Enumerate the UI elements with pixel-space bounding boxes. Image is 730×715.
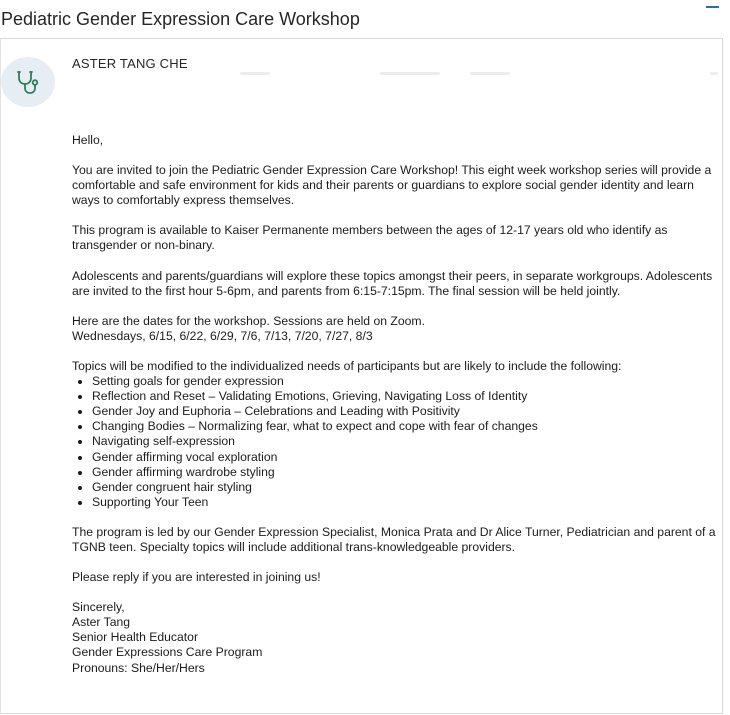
paragraph-schedule: Adolescents and parents/guardians will explore these topics amongst their peers, in separate workgroups. Adolescents are invited to the first hour 5-6pm, and parents from 6:15-7:15pm. The final session will be held jointly. [72,268,713,298]
list-item: • Supporting Your Teen [92,495,722,510]
topics-intro: Topics will be modified to the individualized needs of participants but are likely to include the following: [72,358,622,373]
recipients-redacted [240,72,720,78]
list-item: • Navigating self-expression [92,434,722,449]
stethoscope-icon [15,69,41,95]
minimize-icon[interactable] [706,0,720,10]
list-item: • Gender congruent hair styling [92,480,722,495]
email-subject: Pediatric Gender Expression Care Workshop [1,9,360,29]
list-item: • Gender affirming vocal exploration [92,450,722,465]
signature-program: Gender Expressions Care Program [72,645,263,660]
signature-pronouns: Pronouns: She/Her/Hers [72,660,205,675]
signature [72,600,722,675]
list-item: • Reflection and Reset – Validating Emotions, Grieving, Navigating Loss of Identity [92,389,722,404]
signature-title: Senior Health Educator [72,630,199,645]
email-header [0,0,722,39]
list-item: • Gender Joy and Euphoria – Celebrations and Leading with Positivity [92,404,722,419]
avatar[interactable] [1,57,55,107]
list-item: • Setting goals for gender expression [92,374,722,389]
signature-closing: Sincerely, [72,600,125,615]
paragraph-leaders: The program is led by our Gender Expression Specialist, Monica Prata and Dr Alice Turner, Pediatrician and parent of a TGNB teen. Specialty topics will include additional trans-knowledgeable providers. [72,524,716,554]
dates-intro: Here are the dates for the workshop. Sessions are held on Zoom. [72,313,425,328]
signature-name: Aster Tang [72,615,131,630]
greeting: Hello, [72,133,104,147]
dates-list: Wednesdays, 6/15, 6/22, 6/29, 7/6, 7/13, 7/20, 7/27, 8/3 [72,328,373,343]
paragraph-eligibility: This program is available to Kaiser Permanente members between the ages of 12-17 years old who identify as transgender or non-binary. [72,223,668,253]
paragraph-invite: You are invited to join the Pediatric Gender Expression Care Workshop! This eight week workshop series will provide a comfortable and safe environment for kids and their parents or guardians to explore social gender identity and learn ways to comfortably express themselves. [72,163,712,208]
email-body [72,133,722,676]
list-item: • Gender affirming wardrobe styling [92,465,722,480]
paragraph-reply: Please reply if you are interested in joining us! [72,570,321,585]
list-item: • Changing Bodies – Normalizing fear, what to expect and cope with fear of changes [92,419,722,434]
sender-name[interactable]: ASTER TANG CHE [72,56,188,71]
topics-list [72,374,722,510]
